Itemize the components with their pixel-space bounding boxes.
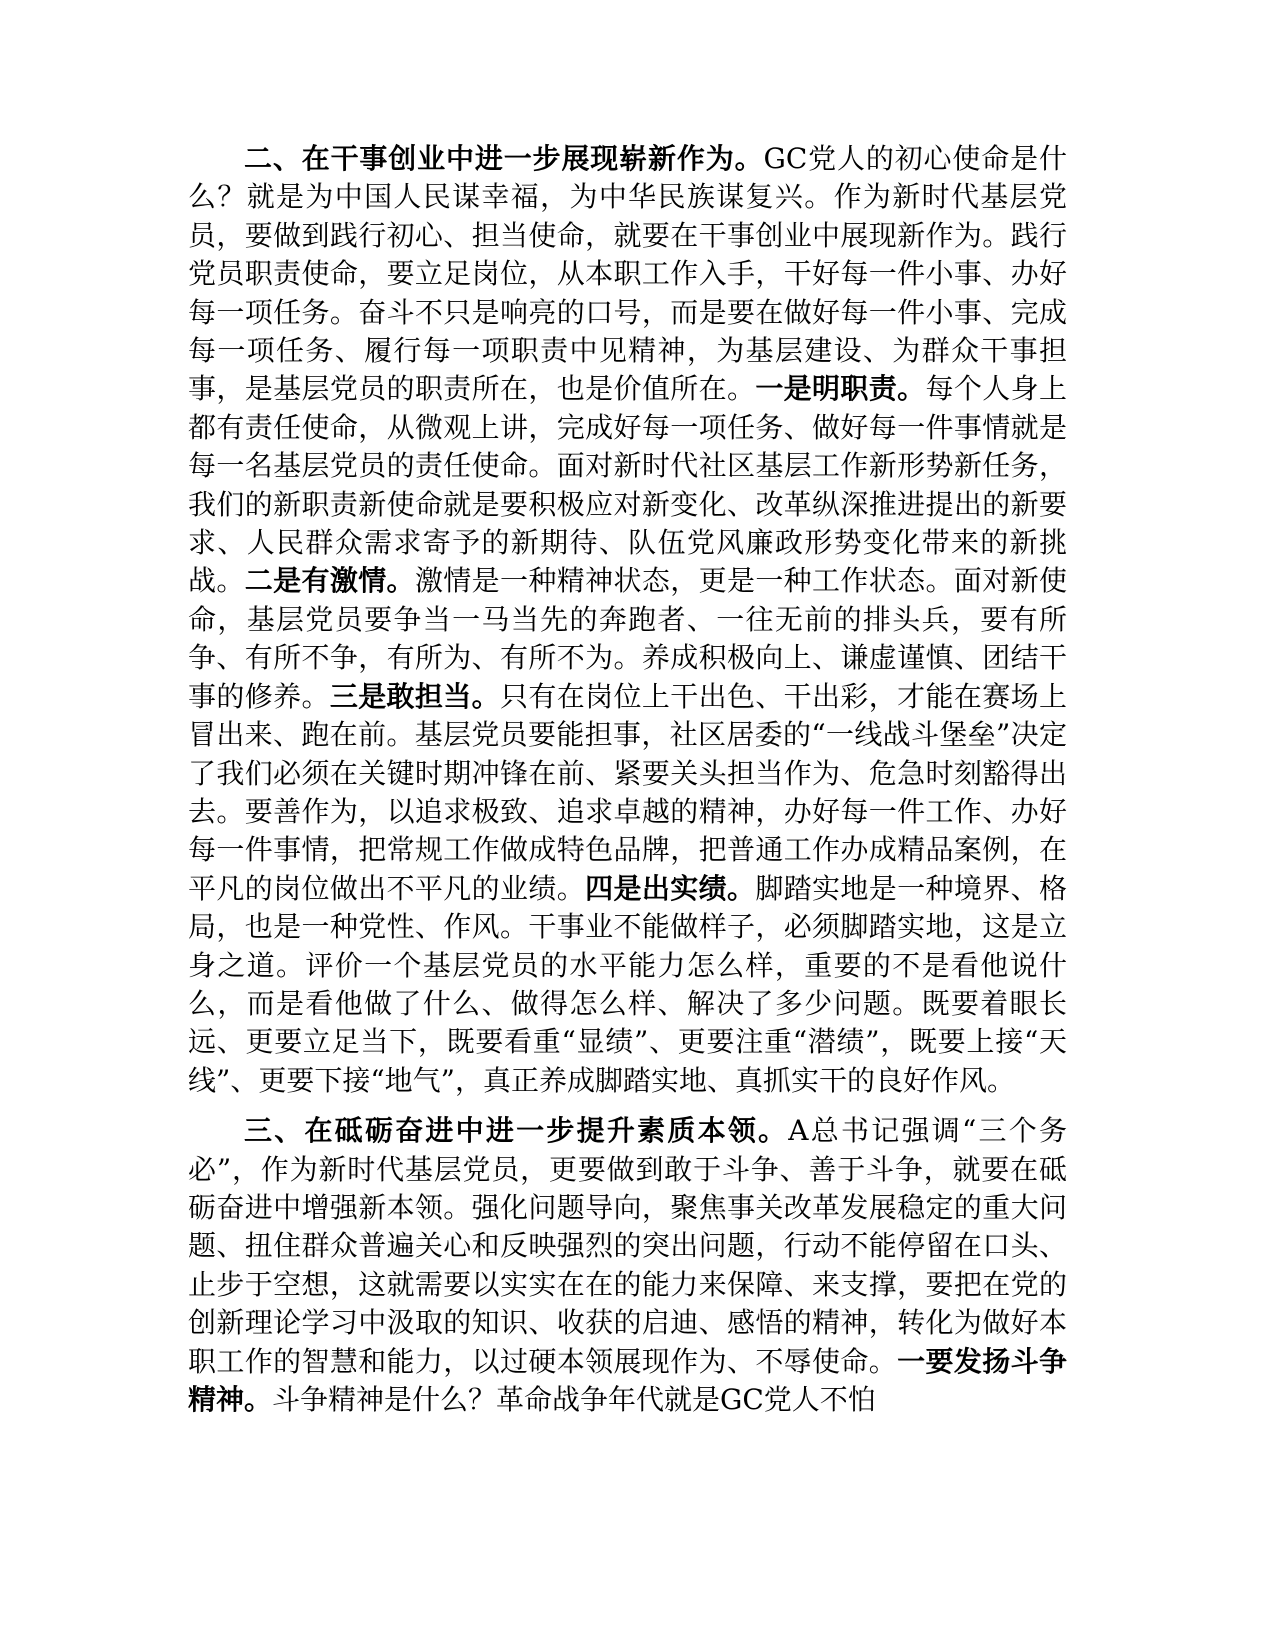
section-three-point1-text: 斗争精神是什么？革命战争年代就是GC党人不怕 <box>272 1383 876 1416</box>
section-three-intro: A总书记强调“三个务必”，作为新时代基层党员，更要做到敢于斗争、善于斗争，就要在砥砺奋进中增强新本领。强化问题导向，聚焦事关改革发展稳定的重大问题、扭住群众普遍关心和反映强烈的突出问题，行动不能停留在口头、止步于空想，这就需要以实实在在的能力来保障、来支撑，要把在党的创新理论学习中汲取的知识、收获的启迪、感悟的精神，转化为做好本职工作的智慧和能力，以过硬本领展现作为、不辱使命。 <box>188 1114 1067 1378</box>
section-two-point1-title: 一是明职责。 <box>755 372 926 406</box>
section-three-point1-title: 一要发扬斗争精神。 <box>188 1344 1067 1416</box>
document-page <box>188 140 1067 1419</box>
section-two-point2-title: 二是有激情。 <box>244 564 415 598</box>
section-two-intro: GC党人的初心使命是什么？就是为中国人民谋幸福，为中华民族谋复兴。作为新时代基层党员，要做到践行初心、担当使命，就要在干事创业中展现新作为。践行党员职责使命，要立足岗位，从本职工作入手，干好每一件小事、办好每一项任务。奋斗不只是响亮的口号，而是要在做好每一件小事、完成每一项任务、履行每一项职责中见精神，为基层建设、为群众干事担事，是基层党员的职责所在，也是价值所在。 <box>188 142 1067 406</box>
section-two-point4-title: 四是出实绩。 <box>585 871 756 905</box>
section-two-paragraph <box>188 140 1067 1100</box>
section-two-point4-text: 脚踏实地是一种境界、格局，也是一种党性、作风。干事业不能做样子，必须脚踏实地，这是立身之道。评价一个基层党员的水平能力怎么样，重要的不是看他说什么，而是看他做了什么、做得怎么样、解决了多少问题。既要着眼长远、更要立足当下，既要看重“显绩”、更要注重“潜绩”，既要上接“天线”、更要下接“地气”，真正养成脚踏实地、真抓实干的良好作风。 <box>188 871 1067 1097</box>
section-two-point3-text: 只有在岗位上干出色、干出彩，才能在赛场上冒出来、跑在前。基层党员要能担事，社区居委的“一线战斗堡垒”决定了我们必须在关键时期冲锋在前、紧要关头担当作为、危急时刻豁得出去。要善作为，以追求极致、追求卓越的精神，办好每一件工作、办好每一件事情，把常规工作做成特色品牌，把普通工作办成精品案例，在平凡的岗位做出不平凡的业绩。 <box>188 679 1067 905</box>
section-two-point3-title: 三是敢担当。 <box>329 679 501 713</box>
section-two-heading: 二、在干事创业中进一步展现崭新作为。 <box>244 142 764 175</box>
section-two-point2-text: 激情是一种精神状态，更是一种工作状态。面对新使命，基层党员要争当一马当先的奔跑者、一往无前的排头兵，要有所争、有所不争，有所为、有所不为。养成积极向上、谦虚谨慎、团结干事的修养。 <box>188 564 1067 713</box>
section-three-paragraph <box>188 1112 1067 1419</box>
section-three-heading: 三、在砥砺奋进中进一步提升素质本领。 <box>244 1114 789 1148</box>
section-two-point1-text: 每个人身上都有责任使命，从微观上讲，完成好每一项任务、做好每一件事情就是每一名基层党员的责任使命。面对新时代社区基层工作新形势新任务，我们的新职责新使命就是要积极应对新变化、改革纵深推进提出的新要求、人民群众需求寄予的新期待、队伍党风廉政形势变化带来的新挑战。 <box>188 372 1067 598</box>
